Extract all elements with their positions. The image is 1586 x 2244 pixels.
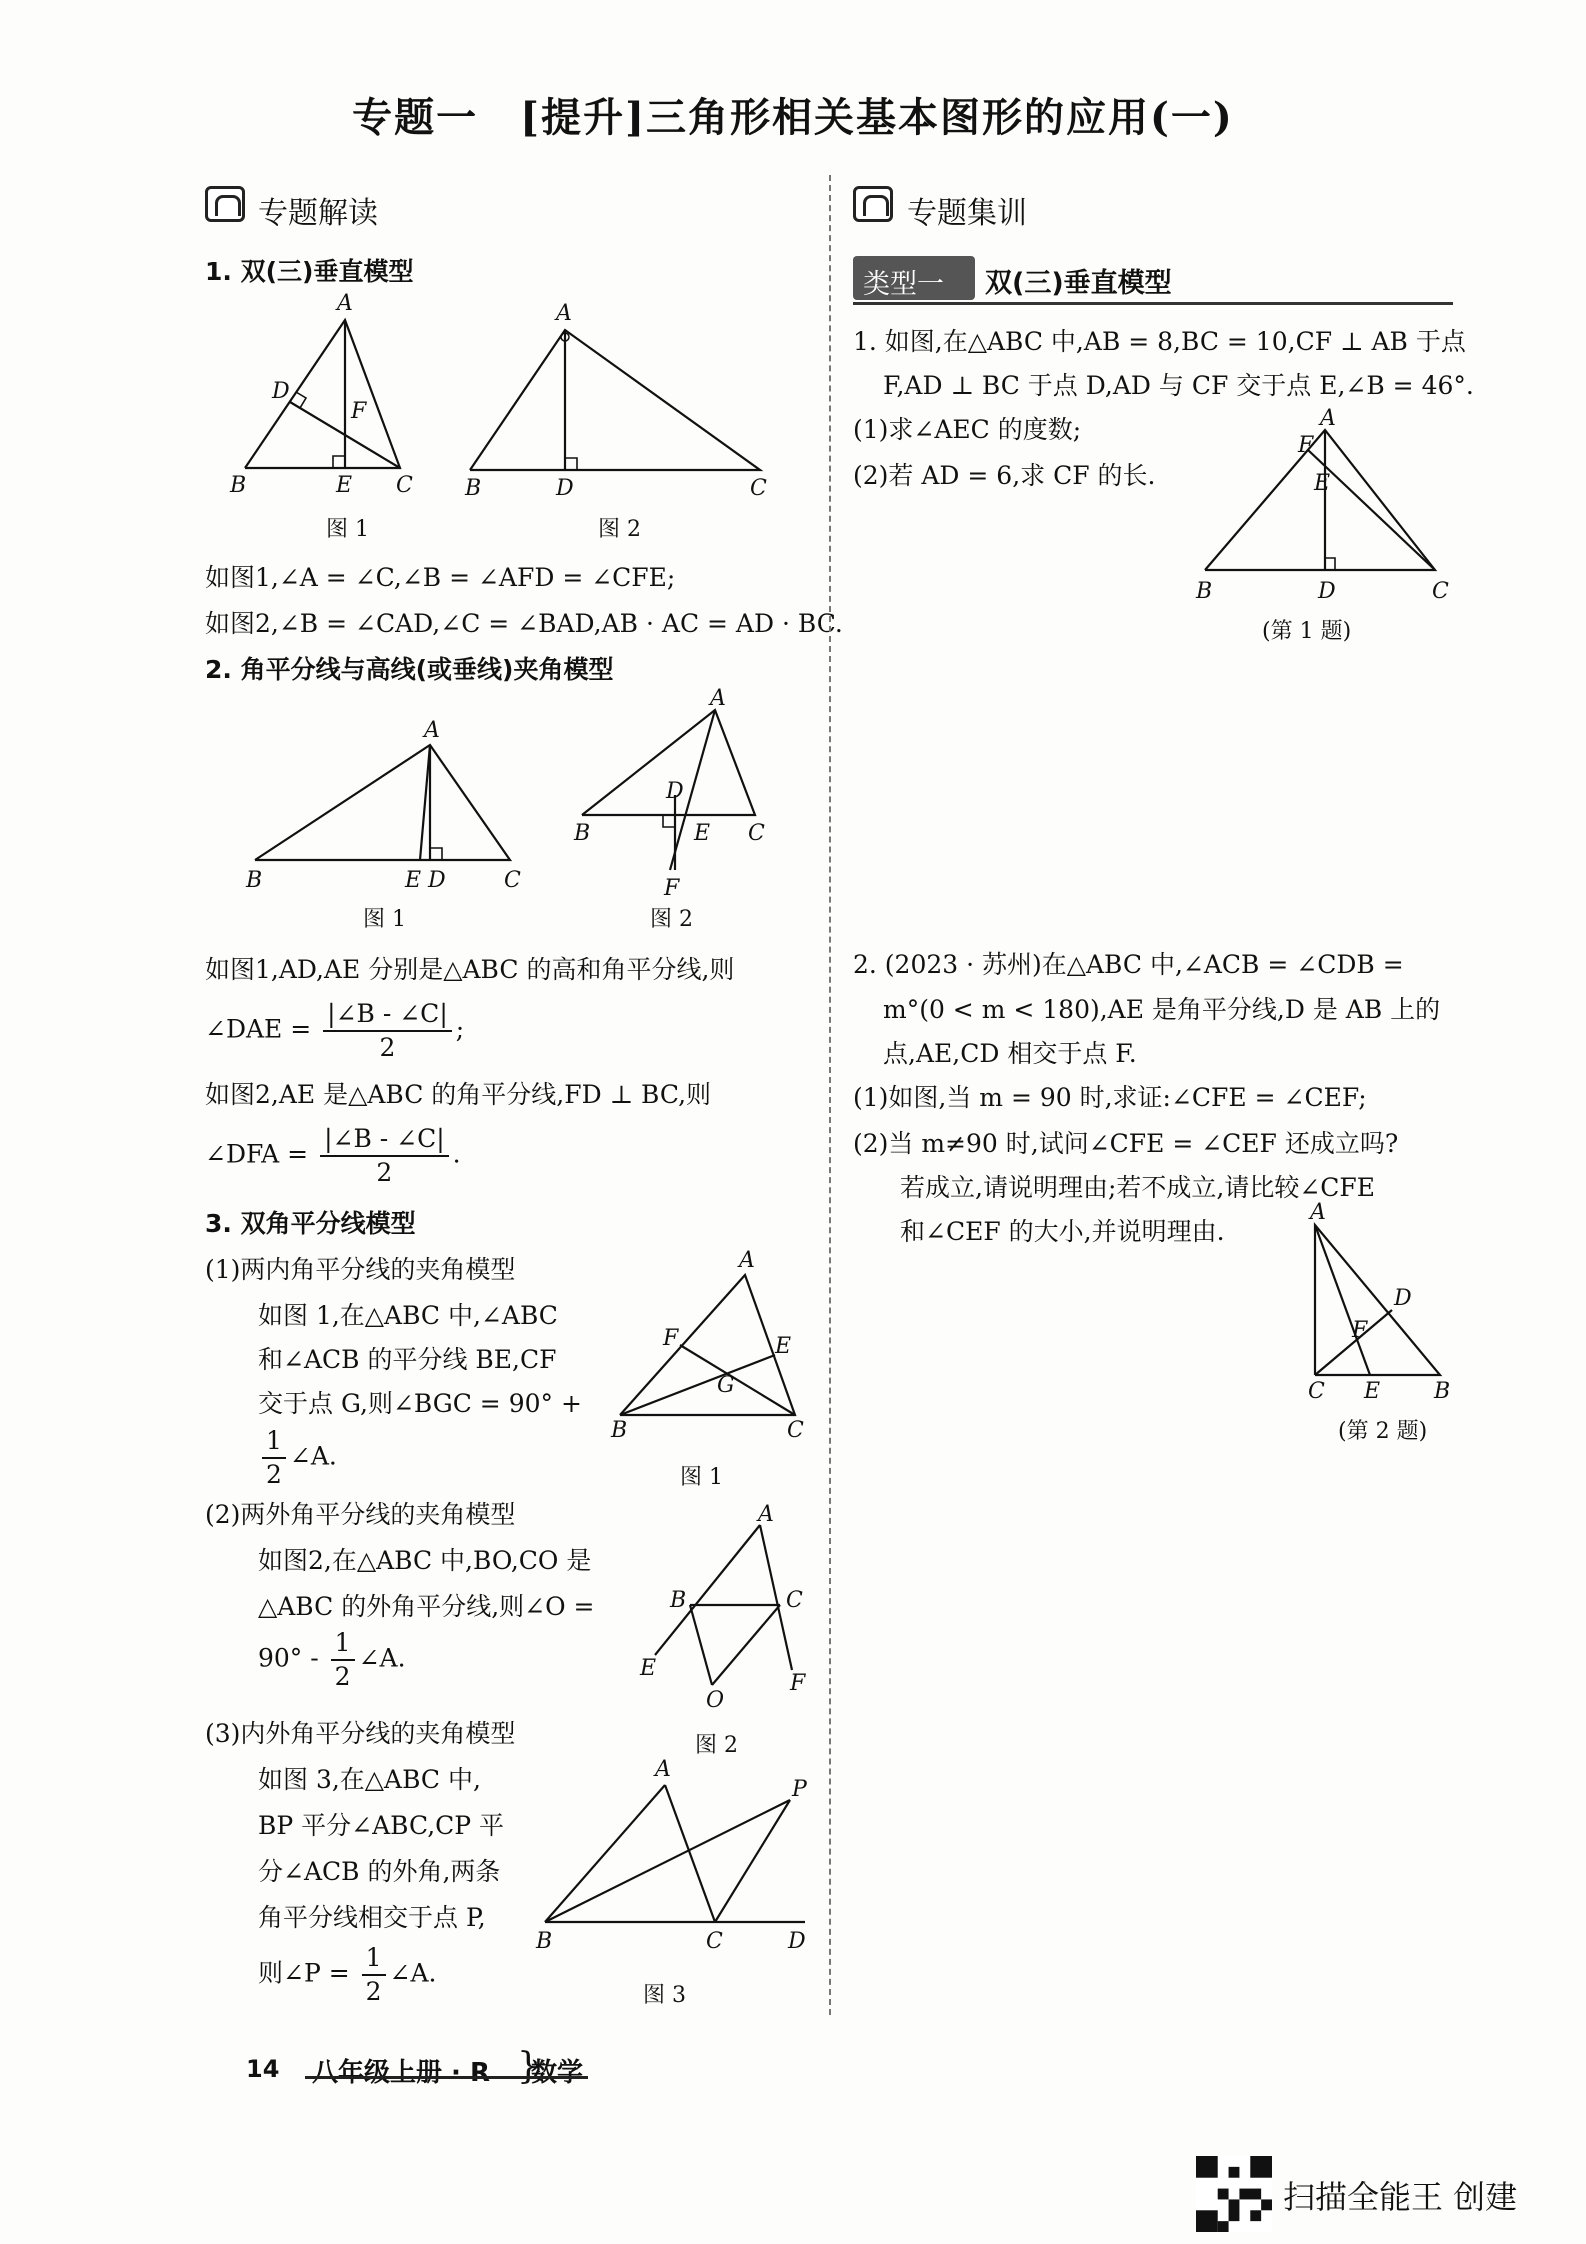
s3-2-heading: (2)两外角平分线的夹角模型 [205, 1500, 516, 1529]
denominator: 2 [379, 1033, 396, 1062]
numerator: 1 [262, 1425, 286, 1459]
subject-label: 数学 [531, 2058, 584, 2088]
svg-text:B: B [1196, 579, 1213, 604]
s2-formula-1: ∠DAE = $\frac{|\angle B - \angle C|}{2}$ ; [205, 999, 465, 1062]
svg-text:A: A [739, 1248, 755, 1273]
s3-fig1-caption: 图 1 [680, 1465, 723, 1490]
s1-text-1: 如图1,∠A = ∠C,∠B = ∠AFD = ∠CFE; [205, 563, 676, 592]
fraction [320, 1123, 449, 1189]
s2-formula-2: ∠DFA = $\frac{|\angle B - \angle C|}{2}$ . [205, 1124, 461, 1187]
q1-part-1: (1)求∠AEC 的度数; [853, 415, 1082, 444]
page-number: 14 [246, 2055, 280, 2083]
svg-text:B: B [1434, 1379, 1451, 1404]
denominator: 2 [266, 1460, 282, 1489]
svg-text:A: A [758, 1502, 774, 1527]
figure-bisector-height-1 [240, 718, 540, 895]
s3-fig2-caption: 图 2 [695, 1733, 738, 1758]
fraction-half [262, 1425, 286, 1491]
svg-text:C: C [750, 476, 767, 501]
left-section-header: 专题解读 [258, 196, 378, 231]
s1-text-2: 如图2,∠B = ∠CAD,∠C = ∠BAD,AB · AC = AD · BC. [205, 609, 843, 638]
svg-text:C: C [786, 1588, 803, 1613]
s3-2-line-b: △ABC 的外角平分线,则∠O = [258, 1592, 595, 1621]
type-badge-label: 类型一 [863, 269, 944, 300]
s1-fig1-caption: 图 1 [326, 517, 369, 542]
page-title: 专题一 [提升]三角形相关基本图形的应用(一) [352, 94, 1234, 141]
brace-icon: } [517, 2046, 540, 2087]
q2-part-2-b: 若成立,请说明理由;若不成立,请比较∠CFE [900, 1173, 1375, 1202]
svg-text:C: C [748, 821, 765, 846]
s3-3-line-b: BP 平分∠ABC,CP 平 [258, 1811, 505, 1840]
book-label: 八年级上册 · R [312, 2058, 491, 2088]
type-title: 双(三)垂直模型 [985, 268, 1172, 299]
s2-fig1-caption: 图 1 [363, 907, 406, 932]
svg-text:D: D [666, 779, 684, 804]
svg-text:F: F [1298, 433, 1314, 458]
q1-line-a: 1. 如图,在△ABC 中,AB = 8,BC = 10,CF ⊥ AB 于点 [853, 327, 1466, 356]
s3-3-line-a: 如图 3,在△ABC 中, [258, 1765, 481, 1794]
svg-text:D: D [556, 476, 574, 501]
svg-text:D: D [272, 379, 290, 404]
section-icon [205, 186, 245, 222]
svg-text:A: A [1320, 406, 1336, 431]
svg-text:E: E [1314, 471, 1331, 496]
s3-1-heading: (1)两内角平分线的夹角模型 [205, 1255, 516, 1284]
type-badge [853, 256, 975, 300]
fraction-half [331, 1627, 355, 1693]
numerator: 1 [362, 1942, 386, 1976]
figure-double-perp-2 [460, 300, 780, 500]
svg-text:E: E [336, 473, 353, 498]
s3-1-line-d [258, 1425, 337, 1491]
q2-line-b: m°(0 < m < 180),AE 是角平分线,D 是 AB 上的 [883, 995, 1441, 1024]
s3-1-line-a: 如图 1,在△ABC 中,∠ABC [258, 1301, 558, 1330]
svg-text:B: B [246, 868, 263, 893]
svg-text:E: E [1364, 1379, 1381, 1404]
svg-text:E: E [694, 821, 711, 846]
svg-text:A: A [710, 686, 726, 711]
column-divider [829, 175, 831, 2015]
svg-text:F: F [351, 399, 367, 424]
s2-text-1: 如图1,AD,AE 分别是△ABC 的高和角平分线,则 [205, 955, 735, 984]
q2-line-c: 点,AE,CD 相交于点 F. [883, 1039, 1137, 1068]
figure-question-2 [1300, 1200, 1470, 1405]
svg-text:A: A [1310, 1200, 1326, 1225]
svg-text:F: F [790, 1671, 806, 1696]
denominator: 2 [365, 1977, 382, 2006]
section-icon [853, 186, 893, 222]
svg-text:D: D [1318, 579, 1336, 604]
figure-bisector-height-2 [570, 686, 790, 901]
figure-outer-bisectors [640, 1502, 820, 1715]
s3-3-line-e [258, 1942, 436, 2008]
svg-text:C: C [706, 1929, 723, 1954]
svg-text:B: B [574, 821, 591, 846]
svg-text:F: F [663, 1326, 679, 1351]
q2-line-a: 2. (2023 · 苏州)在△ABC 中,∠ACB = ∠CDB = [853, 950, 1404, 979]
svg-text:A: A [556, 301, 572, 326]
fraction [323, 998, 452, 1064]
fraction-half [362, 1942, 386, 2008]
s3-2-angle: ∠A. [358, 1643, 406, 1673]
s2-fig2-caption: 图 2 [650, 907, 693, 932]
s3-1-angle: ∠A. [289, 1441, 337, 1471]
svg-text:O: O [706, 1688, 725, 1713]
svg-text:P: P [792, 1777, 807, 1802]
s3-fig3-caption: 图 3 [643, 1983, 686, 2008]
s3-3-line-d: 角平分线相交于点 P, [258, 1903, 486, 1932]
svg-text:C: C [396, 473, 413, 498]
q2-part-1: (1)如图,当 m = 90 时,求证:∠CFE = ∠CEF; [853, 1083, 1367, 1112]
numerator: |∠B - ∠C| [320, 1123, 449, 1157]
s3-3-lhs: 则∠P = [258, 1958, 350, 1988]
numerator: 1 [331, 1627, 355, 1661]
q2-part-2-c: 和∠CEF 的大小,并说明理由. [900, 1217, 1225, 1246]
svg-text:F: F [664, 876, 680, 901]
q1-caption: (第 1 题) [1262, 619, 1352, 644]
svg-text:B: B [670, 1588, 687, 1613]
footer-rule [305, 2076, 588, 2079]
type-underline [853, 302, 1453, 305]
svg-text:C: C [1432, 579, 1449, 604]
denominator: 2 [376, 1158, 393, 1187]
denominator: 2 [334, 1662, 351, 1691]
model-1-heading: 1. 双(三)垂直模型 [205, 257, 414, 286]
svg-text:A: A [424, 718, 440, 743]
svg-text:D: D [428, 868, 446, 893]
s3-2-line-c [258, 1627, 406, 1693]
svg-text:D: D [788, 1929, 806, 1954]
svg-text:C: C [504, 868, 521, 893]
s2-formula-2-lhs: ∠DFA = [205, 1139, 309, 1169]
q1-part-2: (2)若 AD = 6,求 CF 的长. [853, 461, 1156, 490]
s3-2-line-a: 如图2,在△ABC 中,BO,CO 是 [258, 1546, 592, 1575]
figure-double-perp-1 [230, 290, 430, 500]
right-section-header: 专题集训 [907, 196, 1027, 231]
svg-text:A: A [337, 291, 353, 316]
svg-text:D: D [1394, 1286, 1412, 1311]
svg-text:B: B [536, 1929, 553, 1954]
svg-text:A: A [655, 1757, 671, 1782]
svg-text:B: B [611, 1418, 628, 1443]
s3-1-line-b: 和∠ACB 的平分线 BE,CF [258, 1345, 557, 1374]
q2-part-2-a: (2)当 m≠90 时,试问∠CFE = ∠CEF 还成立吗? [853, 1129, 1399, 1158]
svg-text:C: C [787, 1418, 804, 1443]
s3-3-heading: (3)内外角平分线的夹角模型 [205, 1719, 516, 1748]
q2-caption: (第 2 题) [1338, 1419, 1428, 1444]
s3-3-line-c: 分∠ACB 的外角,两条 [258, 1857, 501, 1886]
svg-text:F: F [1352, 1318, 1368, 1343]
svg-text:G: G [717, 1373, 735, 1398]
svg-text:B: B [465, 476, 482, 501]
s2-text-2: 如图2,AE 是△ABC 的角平分线,FD ⊥ BC,则 [205, 1080, 712, 1109]
svg-text:E: E [405, 868, 422, 893]
figure-question-1 [1190, 406, 1460, 610]
svg-text:E: E [640, 1656, 657, 1681]
figure-inner-bisectors [605, 1245, 825, 1445]
numerator: |∠B - ∠C| [323, 998, 452, 1032]
svg-text:C: C [1308, 1379, 1325, 1404]
q1-line-b: F,AD ⊥ BC 于点 D,AD 与 CF 交于点 E,∠B = 46°. [883, 371, 1474, 400]
s2-formula-1-lhs: ∠DAE = [205, 1014, 312, 1044]
svg-text:B: B [230, 473, 247, 498]
model-3-heading: 3. 双角平分线模型 [205, 1209, 416, 1238]
s3-3-angle: ∠A. [389, 1958, 437, 1988]
qr-code-icon [1196, 2156, 1272, 2232]
model-2-heading: 2. 角平分线与高线(或垂线)夹角模型 [205, 655, 614, 684]
figure-inner-outer-bisectors [530, 1757, 820, 1960]
s3-1-line-c: 交于点 G,则∠BGC = 90° + [258, 1389, 582, 1418]
scanner-watermark: 扫描全能王 创建 [1283, 2178, 1518, 2216]
svg-text:E: E [775, 1334, 792, 1359]
s3-2-ninety: 90° - [258, 1643, 319, 1673]
s1-fig2-caption: 图 2 [598, 517, 641, 542]
